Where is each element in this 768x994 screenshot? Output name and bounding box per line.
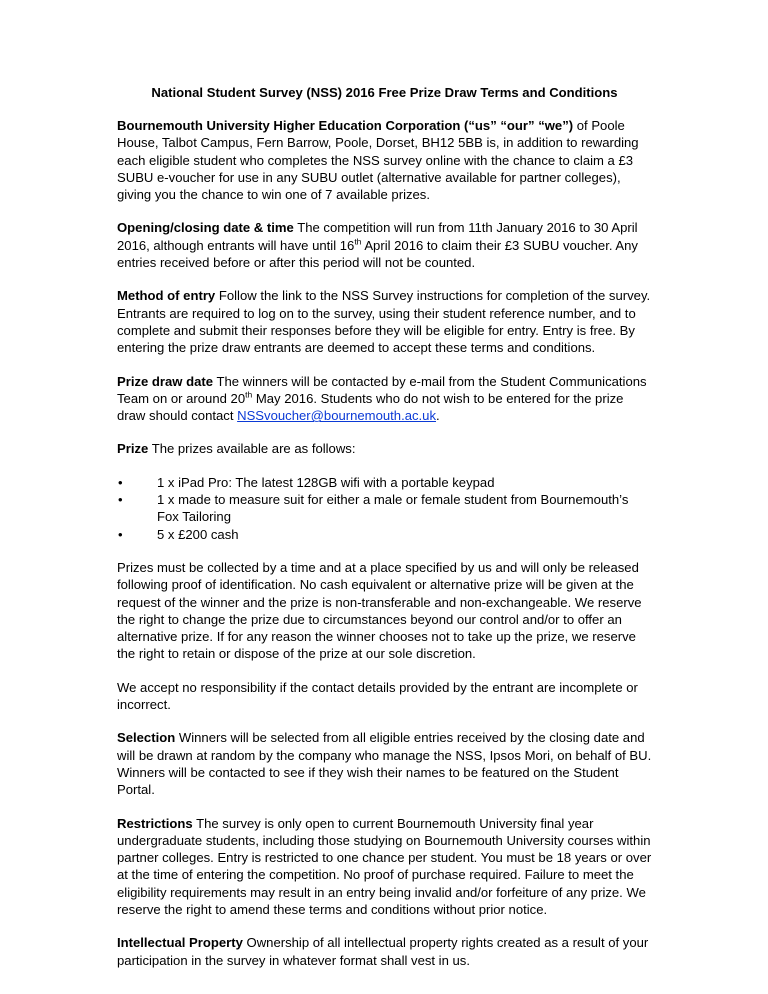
intro-text: of Poole House, Talbot Campus, Fern Barrow, Poole, Dorset, BH12 5BB is, in addition to rewarding each eligible student who completes the NSS survey online with the chance to claim a £3 SUBU e-voucher for use in any SUBU outlet (alternative available for partner colleges), giving you the chance to win one of 7 available prizes. — [117, 118, 639, 203]
draw-text-3: . — [436, 408, 440, 424]
draw-text-2: May 2016. Students who do not wish to be entered for the prize draw should contact — [117, 390, 624, 424]
selection-text: Winners will be selected from all eligible entries received by the closing date and will be drawn at random by the company who manage the NSS, Ipsos Mori, on behalf of BU. Winners will be contacted to see if they wish their names to be featured on the Student Portal. — [117, 730, 652, 798]
prize-item-label: 5 x £200 cash — [157, 526, 239, 542]
prize-paragraph — [117, 440, 652, 457]
selection-paragraph — [117, 729, 652, 798]
opening-text-2: April 2016 to claim their £3 SUBU voucher. Any entries received before or after this period will not be counted. — [117, 237, 638, 271]
ip-text: Ownership of all intellectual property rights created as a result of your participation in the survey in whatever format shall vest in us. — [117, 935, 649, 968]
prize-item-label: 1 x made to measure suit for either a male or female student from Bournemouth’s Fox Tailoring — [157, 492, 629, 525]
prize-list — [117, 474, 652, 543]
document-title: National Student Survey (NSS) 2016 Free Prize Draw Terms and Conditions — [151, 85, 618, 100]
bullet-icon: • — [118, 526, 123, 542]
responsibility-paragraph: We accept no responsibility if the contact details provided by the entrant are incomplete or incorrect. — [117, 679, 638, 713]
opening-heading: Opening/closing date & time — [117, 220, 294, 236]
ip-paragraph — [117, 934, 652, 969]
intro-bold: Bournemouth University Higher Education Corporation (“us” “our” “we”) — [117, 118, 574, 133]
bullet-icon: • — [118, 492, 123, 508]
method-paragraph — [117, 287, 652, 356]
opening-text-1: The competition will run from 11th January 2016 to 30 April 2016, although entrants will have until 16 — [117, 220, 638, 253]
draw-paragraph — [117, 373, 652, 425]
list-item — [117, 526, 652, 543]
prize-item-label: 1 x iPad Pro: The latest 128GB wifi with a portable keypad — [157, 474, 495, 490]
document-body — [117, 84, 652, 985]
selection-heading: Selection — [117, 730, 176, 746]
draw-sup: th — [245, 389, 253, 400]
collection-paragraph: Prizes must be collected by a time and at a place specified by us and will only be released following proof of identification. No cash equivalent or alternative prize will be given at the request of the winner and the prize is non-transferable and non-exchangeable. We reserve the right to change the prize due to circumstances beyond our control and/or to offer an alternative prize. If for any reason the winner chooses not to take up the prize, we reserve the right to retain or dispose of the prize at our sole discretion. — [117, 559, 642, 662]
opening-paragraph — [117, 219, 652, 271]
ip-heading: Intellectual Property — [117, 935, 243, 951]
draw-text-1: The winners will be contacted by e-mail from the Student Communications Team on or around 20 — [117, 373, 647, 406]
list-item — [117, 491, 652, 526]
method-text: Follow the link to the NSS Survey instructions for completion of the survey. Entrants are required to log on to the survey, using their student reference number, and to complete and submit their responses before they will be eligible for entry. Entry is free. By entering the prize draw entrants are deemed to accept these terms and conditions. — [117, 288, 651, 356]
draw-heading: Prize draw date — [117, 373, 214, 389]
restrictions-heading: Restrictions — [117, 815, 193, 831]
prize-heading: Prize — [117, 441, 149, 457]
intro-paragraph — [117, 117, 652, 203]
list-item — [117, 474, 652, 491]
method-heading: Method of entry — [117, 288, 216, 304]
prize-text: The prizes available are as follows: — [148, 441, 356, 457]
bullet-icon: • — [118, 474, 123, 490]
restrictions-text: The survey is only open to current Bournemouth University final year undergraduate students, including those studying on Bournemouth University courses within partner colleges. Entry is restricted to one chance per student. You must be 18 years or over at the time of entering the competition. No proof of purchase required. Failure to meet the eligibility requirements may result in an entry being invalid and/or forfeiture of any prize. We reserve the right to amend these terms and conditions without prior notice. — [117, 815, 652, 917]
restrictions-paragraph — [117, 815, 652, 919]
email-link[interactable]: NSSvoucher@bournemouth.ac.uk — [237, 408, 437, 424]
opening-sup: th — [354, 236, 362, 247]
